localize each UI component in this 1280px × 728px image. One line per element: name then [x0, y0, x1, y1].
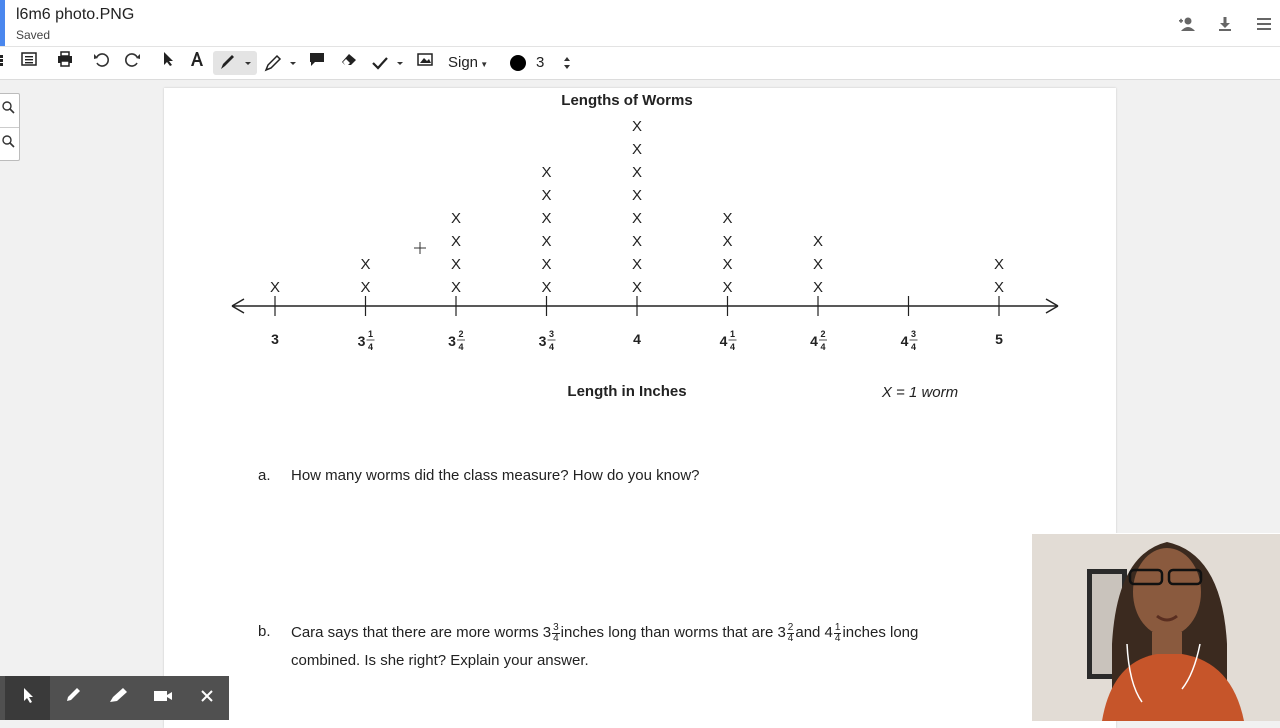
x-axis-label: Length in Inches: [567, 383, 687, 400]
tick-label-denominator: 4: [910, 342, 917, 352]
file-name[interactable]: l6m6 photo.PNG: [16, 6, 135, 23]
question-a-text: How many worms did the class measure? How do you know?: [291, 467, 700, 484]
close-icon: [199, 688, 215, 704]
checkmark-button[interactable]: [370, 51, 408, 75]
stroke-size-value: 3: [536, 54, 545, 71]
tick-label: [720, 329, 737, 352]
tick-label-denominator: 4: [729, 342, 736, 352]
tick-label-denominator: 4: [367, 342, 374, 352]
tick-label-whole: 3: [357, 333, 366, 349]
data-point-x: X: [722, 210, 733, 227]
undo-icon[interactable]: [90, 51, 112, 75]
number-line: [232, 296, 1058, 316]
crosshair-cursor-icon: [414, 242, 426, 254]
highlighter-icon: [262, 51, 300, 75]
data-point-x: X: [450, 233, 462, 250]
tick-label-whole: 5: [995, 331, 1003, 347]
menu-icon[interactable]: [1254, 14, 1274, 34]
tick-label-numerator: 1: [367, 329, 374, 339]
print-icon[interactable]: [54, 51, 76, 75]
webcam-overlay: [1031, 533, 1280, 721]
legend-note: X = 1 worm: [881, 384, 959, 401]
data-point-x: X: [631, 210, 643, 227]
sign-label: Sign: [448, 54, 479, 71]
close-button[interactable]: [184, 676, 229, 720]
tick-label: [539, 329, 556, 352]
checkmark-icon: [370, 51, 408, 75]
question-b-line2: combined. Is she right? Explain your answer.: [291, 652, 589, 669]
chart-title: Lengths of Worms: [561, 92, 693, 109]
tick-label: [901, 329, 918, 352]
tick-label-whole: 3: [271, 331, 279, 347]
question-a-letter: a.: [258, 467, 271, 484]
data-point-x: X: [450, 279, 462, 296]
data-point-x: X: [541, 233, 552, 250]
question-b-part2: inches long than worms that are 3: [560, 624, 786, 641]
data-point-x: X: [631, 233, 643, 250]
tick-label-whole: 4: [719, 333, 728, 349]
tick-label-numerator: 3: [548, 329, 555, 339]
tick-label: [995, 331, 1003, 347]
data-point-x: X: [722, 279, 733, 296]
data-point-x: X: [360, 279, 371, 296]
data-point-x: X: [541, 256, 552, 273]
camera-button[interactable]: [140, 676, 185, 720]
app-logo-strip: [0, 0, 5, 46]
tick-label: [358, 329, 375, 352]
data-point-x: X: [541, 187, 552, 204]
app-header: [0, 0, 1280, 46]
data-point-x: X: [541, 164, 552, 181]
list-icon[interactable]: [18, 51, 40, 75]
data-point-x: X: [812, 233, 824, 250]
data-point-x: X: [812, 256, 824, 273]
data-point-x: X: [450, 210, 462, 227]
comment-icon[interactable]: [306, 51, 328, 75]
question-b-part3: and 4: [795, 624, 833, 641]
tick-label: [448, 329, 465, 352]
data-point-x: X: [993, 279, 1005, 296]
redo-icon[interactable]: [122, 51, 144, 75]
eraser-icon[interactable]: [338, 51, 360, 75]
presenter-video-icon: [1032, 534, 1280, 721]
tick-label: [633, 331, 641, 347]
data-point-x: X: [993, 256, 1005, 273]
pointer-icon: [20, 686, 36, 704]
data-point-x: X: [360, 256, 371, 273]
grid-icon[interactable]: [0, 51, 16, 75]
text-tool-icon[interactable]: [186, 51, 208, 75]
tick-label-numerator: 2: [458, 329, 464, 339]
add-person-icon[interactable]: [1178, 14, 1198, 34]
pen-tool-button[interactable]: [213, 51, 257, 75]
editing-toolbar: [0, 46, 1280, 80]
question-b-text: [291, 619, 1031, 675]
tick-label-numerator: 3: [910, 329, 917, 339]
pen-icon: [64, 686, 82, 704]
tick-label-whole: 4: [900, 333, 909, 349]
stroke-color-swatch[interactable]: [507, 51, 529, 75]
data-point-x: X: [631, 279, 643, 296]
question-b-part1: Cara says that there are more worms 3: [291, 624, 552, 641]
marker-button[interactable]: [95, 676, 140, 720]
camera-icon: [153, 688, 173, 704]
chevron-down-icon: ▼: [478, 60, 489, 69]
pen-tool-icon: [213, 51, 257, 75]
data-point-x: X: [631, 118, 643, 135]
pen-button[interactable]: [50, 676, 95, 720]
tick-labels: [271, 329, 1003, 352]
data-marks: [270, 118, 1004, 296]
fraction-two-quarters: $\frac{2}{4}$: [787, 621, 794, 644]
tick-label-numerator: 1: [729, 329, 736, 339]
tick-label-whole: 3: [538, 333, 547, 349]
stepper-arrows-icon: [563, 51, 571, 83]
tick-label-denominator: 4: [820, 342, 826, 352]
tick-label-denominator: 4: [458, 342, 464, 352]
data-point-x: X: [722, 256, 733, 273]
stroke-size-stepper[interactable]: [536, 51, 576, 75]
document-page[interactable]: [164, 88, 1116, 728]
data-point-x: X: [541, 279, 552, 296]
data-point-x: X: [631, 187, 643, 204]
data-point-x: X: [450, 256, 462, 273]
data-point-x: X: [631, 141, 643, 158]
download-icon[interactable]: [1215, 14, 1235, 34]
question-b-part4: inches long: [842, 624, 919, 641]
tick-label-whole: 4: [810, 333, 818, 349]
highlighter-button[interactable]: [262, 51, 300, 75]
fraction-one-quarter: $\frac{1}{4}$: [834, 621, 841, 644]
data-point-x: X: [631, 164, 643, 181]
annotation-toolbar: [0, 676, 229, 720]
select-arrow-icon[interactable]: [157, 51, 179, 75]
fraction-three-quarters: $\frac{3}{4}$: [553, 621, 559, 644]
tick-label-denominator: 4: [548, 342, 555, 352]
question-b-letter: b.: [258, 623, 271, 640]
sign-dropdown[interactable]: [448, 51, 494, 75]
tick-label-numerator: 2: [820, 329, 826, 339]
tick-label: [271, 331, 279, 347]
tick-label-whole: 4: [633, 331, 641, 347]
zoom-out-icon[interactable]: [0, 127, 19, 161]
line-plot-chart: [164, 88, 1116, 418]
tick-label-whole: 3: [448, 333, 456, 349]
tick-label: [810, 329, 827, 352]
data-point-x: X: [541, 210, 552, 227]
data-point-x: X: [722, 233, 733, 250]
save-status: Saved: [16, 28, 51, 42]
data-point-x: X: [812, 279, 824, 296]
zoom-controls: [0, 93, 20, 161]
image-icon[interactable]: [414, 51, 436, 75]
data-point-x: X: [269, 279, 281, 296]
pointer-button[interactable]: [5, 676, 50, 720]
zoom-in-icon[interactable]: [0, 94, 19, 127]
data-point-x: X: [631, 256, 643, 273]
marker-icon: [108, 686, 128, 704]
